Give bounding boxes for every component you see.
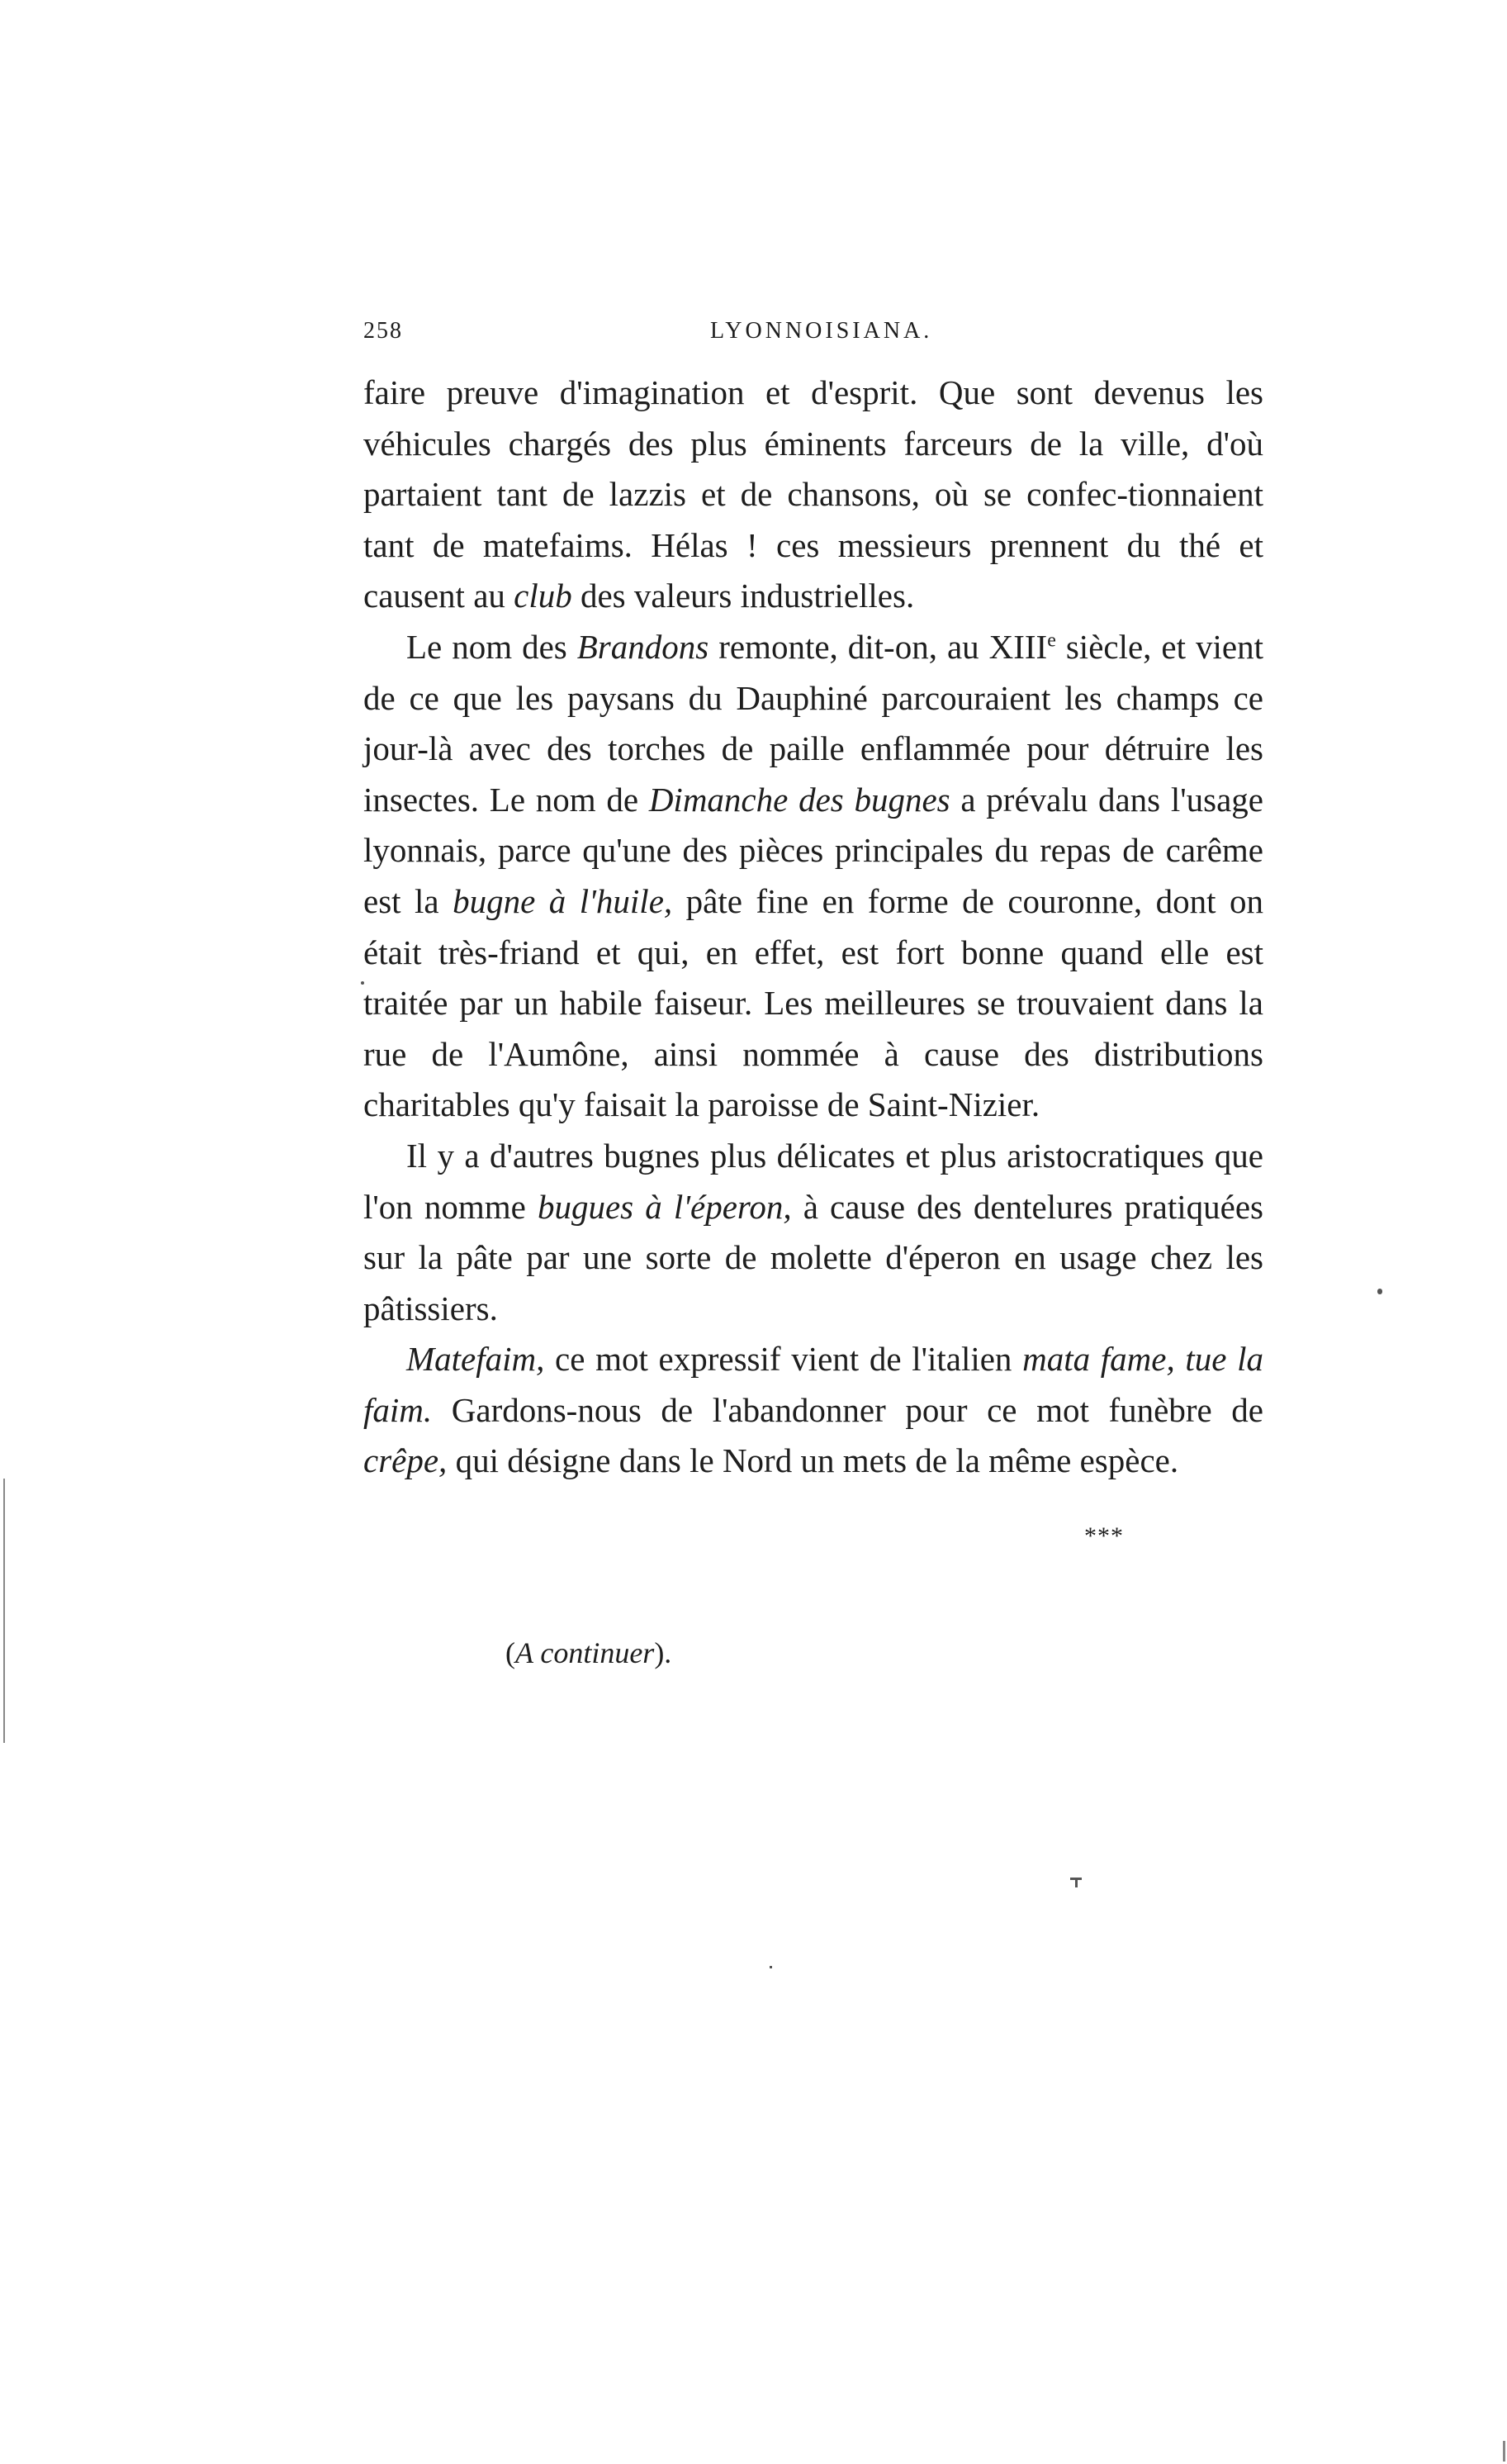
- text-run: a prévalu dans l'usage lyonnais, parce qu'une des pièces principales du repas de carême est la: [363, 780, 1264, 920]
- paragraph: [363, 1131, 1263, 1334]
- scan-speck: [361, 981, 364, 985]
- italic-term: Brandons: [576, 627, 709, 666]
- text-run: Il y a d'autres bugnes plus délicates et plus aristocratiques que l'on nomme: [363, 1136, 1263, 1226]
- italic-term: club: [514, 577, 572, 615]
- text-run: siècle, et vient de ce que les paysans du Dauphiné parcouraient les champs ce jour-là avec des torches de paille enflammée pour détruire les insectes. Le nom de: [363, 627, 1263, 819]
- scan-edge-line: [1503, 2441, 1505, 2462]
- paragraph: [363, 622, 1263, 1131]
- italic-term: Matefaim,: [406, 1340, 545, 1379]
- italic-term: bugne à l'huile,: [453, 881, 673, 920]
- continuation-open: (: [505, 1636, 515, 1669]
- text-run: pâte fine en forme de couronne, dont on était très-friand et qui, en effet, est fort bonne quand elle est traitée par un habile faiseur. Les meilleures se trouvaient dans la rue de l'Aumône, ainsi nommée à cause des distributions charitables qu'y faisait la paroisse de Saint-Nizier.: [363, 881, 1263, 1124]
- text-run: qui désigne dans le Nord un mets de la même espèce.: [447, 1441, 1179, 1480]
- page-number: 258: [363, 318, 403, 344]
- text-run: à cause des dentelures pratiquées sur la pâte par une sorte de molette d'éperon en usage chez les pâtissiers.: [363, 1187, 1263, 1327]
- scan-speck: [770, 1966, 772, 1968]
- text-run: des valeurs industrielles.: [571, 577, 915, 615]
- scan-speck: [1075, 1878, 1078, 1887]
- asterism: ***: [1084, 1522, 1124, 1550]
- text-run: ce mot expressif vient de l'italien: [544, 1340, 1023, 1379]
- scan-speck: [1377, 1289, 1382, 1294]
- to-be-continued: [505, 1636, 671, 1670]
- continuation-close: ).: [654, 1636, 672, 1669]
- superscript: e: [1047, 629, 1056, 652]
- italic-term: mata fame, tue la faim.: [363, 1340, 1263, 1429]
- paragraph: [363, 368, 1263, 622]
- continuation-text: A continuer: [515, 1636, 655, 1669]
- running-head: LYONNOISIANA.: [710, 318, 933, 344]
- italic-term: Dimanche des bugnes: [648, 780, 950, 819]
- text-run: remonte, dit-on, au XIII: [708, 627, 1048, 666]
- text-run: Le nom des: [406, 627, 577, 666]
- italic-term: crêpe,: [363, 1441, 448, 1480]
- scan-edge-line: [3, 1479, 5, 1743]
- page-header: [363, 318, 1263, 359]
- body-text: [363, 368, 1263, 1487]
- text-run: faire preuve d'imagination et d'esprit. Que sont devenus les véhicules chargés des plus éminents farceurs de la ville, d'où partaient tant de lazzis et de chansons, où se confec-tionnaient tant de matefaims. Hélas ! ces messieurs prennent du thé et causent au: [363, 373, 1263, 615]
- paragraph: [363, 1334, 1263, 1487]
- italic-term: bugues à l'éperon,: [537, 1187, 792, 1226]
- text-run: Gardons-nous de l'abandonner pour ce mot funèbre de: [432, 1390, 1263, 1429]
